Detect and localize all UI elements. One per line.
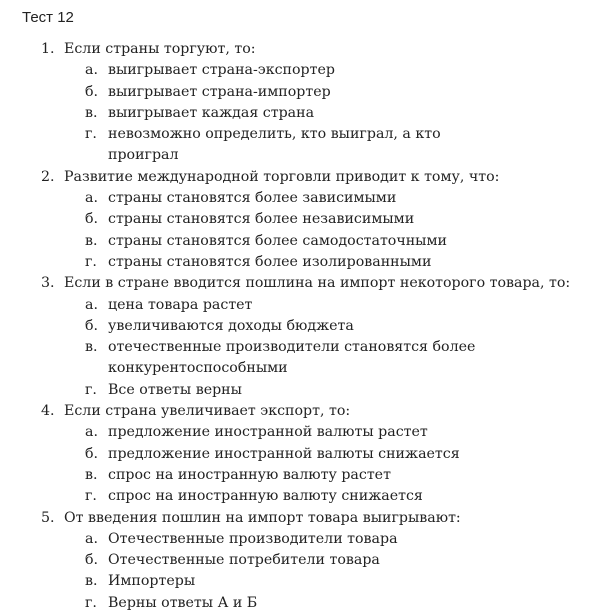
- answer-option: [0, 571, 600, 592]
- answer-text: отечественные производители становятся более конкурентоспособными: [108, 339, 476, 377]
- answer-option: [0, 444, 600, 465]
- question-text: Если страны торгуют, то:: [64, 41, 256, 57]
- answer-list: [0, 295, 600, 401]
- question-number: 2.: [41, 168, 55, 185]
- answer-text: невозможно определить, кто выиграл, а кто проиграл: [108, 126, 441, 164]
- answer-letter: б.: [85, 211, 99, 228]
- question-number: 3.: [41, 275, 55, 292]
- answer-text: Верны ответы А и Б: [108, 594, 258, 611]
- answer-option: [0, 422, 600, 443]
- answer-option: [0, 60, 600, 81]
- answer-option: [0, 550, 600, 571]
- answer-letter: б.: [85, 445, 99, 462]
- answer-list: [0, 60, 600, 166]
- answer-option: [0, 337, 600, 380]
- question-number: 1.: [41, 41, 55, 57]
- answer-letter: г.: [85, 488, 97, 505]
- answer-letter: г.: [85, 594, 97, 611]
- answer-text: Импортеры: [108, 573, 196, 590]
- answer-letter: г.: [85, 126, 97, 143]
- answer-list: [0, 529, 600, 614]
- answer-option: [0, 252, 600, 273]
- document-title: Тест 12: [22, 9, 74, 26]
- question-item: [0, 508, 600, 614]
- answer-letter: в.: [85, 466, 98, 483]
- answer-text: спрос на иностранную валюту растет: [108, 466, 391, 483]
- answer-letter: а.: [85, 424, 98, 441]
- answer-list: [0, 188, 600, 273]
- question-list: [0, 39, 600, 614]
- answer-option: [0, 486, 600, 507]
- question-text: От введения пошлин на импорт товара выигрывают:: [64, 509, 461, 526]
- question-text: Если в стране вводится пошлина на импорт некоторого товара, то:: [64, 275, 571, 292]
- answer-option: [0, 465, 600, 486]
- question-number: 5.: [41, 509, 55, 526]
- answer-text: выигрывает страна-импортер: [108, 83, 331, 100]
- answer-text: страны становятся более самодостаточными: [108, 232, 447, 249]
- question-text: Если страна увеличивает экспорт, то:: [64, 403, 351, 420]
- question-line: [0, 273, 600, 294]
- answer-text: увеличиваются доходы бюджета: [108, 317, 354, 334]
- answer-option: [0, 124, 600, 167]
- answer-letter: б.: [85, 552, 99, 569]
- answer-text: страны становятся более изолированными: [108, 253, 432, 270]
- answer-option: [0, 188, 600, 209]
- answer-letter: а.: [85, 190, 98, 207]
- answer-letter: а.: [85, 296, 98, 313]
- answer-letter: а.: [85, 62, 98, 79]
- question-item: [0, 167, 600, 273]
- answer-text: выигрывает страна-экспортер: [108, 62, 335, 79]
- answer-option: [0, 593, 600, 614]
- answer-option: [0, 529, 600, 550]
- question-text: Развитие международной торговли приводит к тому, что:: [64, 168, 500, 185]
- question-line: [0, 167, 600, 188]
- answer-text: предложение иностранной валюты растет: [108, 424, 428, 441]
- answer-text: Отечественные производители товара: [108, 530, 398, 547]
- answer-text: страны становятся более независимыми: [108, 211, 415, 228]
- answer-text: выигрывает каждая страна: [108, 104, 315, 121]
- answer-text: спрос на иностранную валюту снижается: [108, 488, 423, 505]
- question-item: [0, 39, 600, 167]
- answer-option: [0, 209, 600, 230]
- answer-text: страны становятся более зависимыми: [108, 190, 397, 207]
- answer-letter: в.: [85, 339, 98, 356]
- answer-list: [0, 422, 600, 507]
- question-item: [0, 273, 600, 401]
- answer-letter: в.: [85, 104, 98, 121]
- answer-option: [0, 295, 600, 316]
- answer-option: [0, 316, 600, 337]
- answer-letter: г.: [85, 253, 97, 270]
- question-line: [0, 39, 600, 60]
- question-number: 4.: [41, 403, 55, 420]
- answer-option: [0, 103, 600, 124]
- answer-option: [0, 231, 600, 252]
- answer-option: [0, 380, 600, 401]
- answer-text: Все ответы верны: [108, 381, 242, 398]
- answer-letter: в.: [85, 573, 98, 590]
- answer-text: цена товара растет: [108, 296, 253, 313]
- answer-text: Отечественные потребители товара: [108, 552, 380, 569]
- answer-letter: б.: [85, 83, 99, 100]
- question-line: [0, 508, 600, 529]
- answer-letter: г.: [85, 381, 97, 398]
- answer-text: предложение иностранной валюты снижается: [108, 445, 460, 462]
- answer-letter: а.: [85, 530, 98, 547]
- question-line: [0, 401, 600, 422]
- answer-option: [0, 82, 600, 103]
- question-item: [0, 401, 600, 507]
- answer-letter: б.: [85, 317, 99, 334]
- answer-letter: в.: [85, 232, 98, 249]
